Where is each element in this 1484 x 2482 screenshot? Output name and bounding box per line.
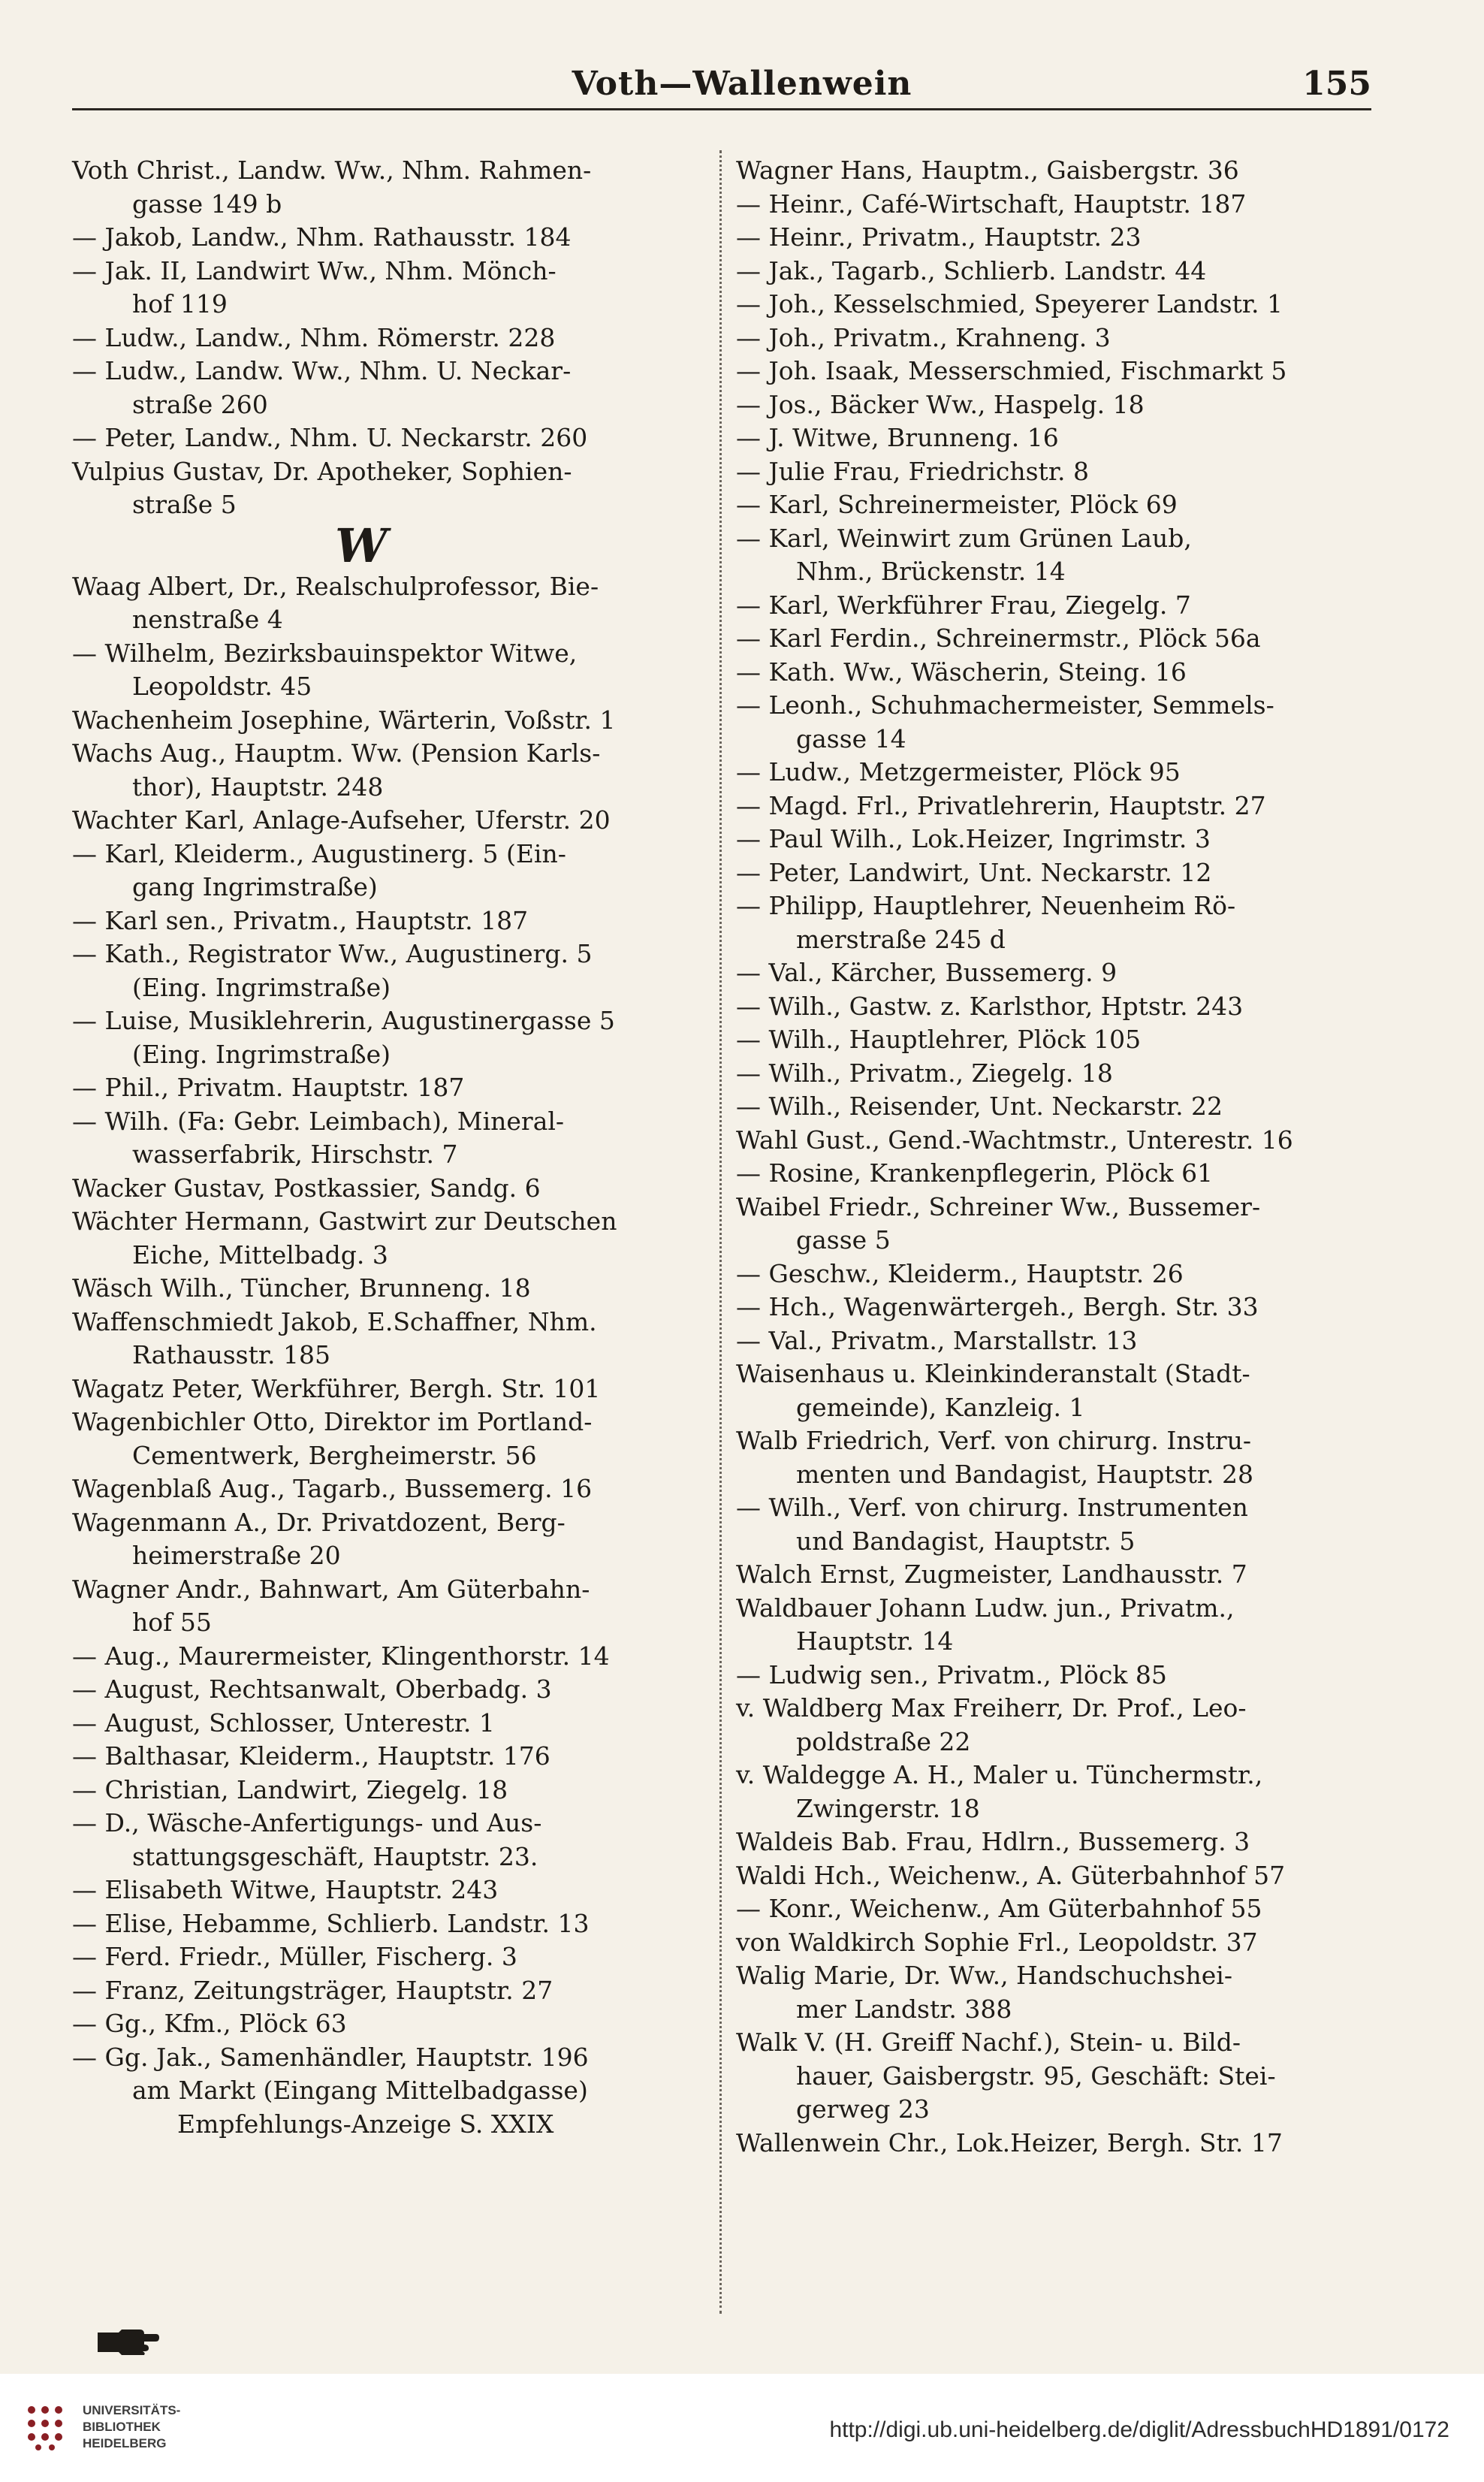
library-name: [83, 2402, 180, 2452]
directory-entry: [72, 1740, 733, 1774]
directory-entry: [736, 288, 1359, 322]
directory-entry: [72, 804, 733, 838]
directory-entry: [736, 823, 1359, 856]
directory-entry: [736, 154, 1359, 188]
directory-entry: [736, 656, 1359, 690]
entry-line: Wacker Gustav, Postkassier, Sandg. 6: [72, 1173, 541, 1203]
entry-continuation: hof 119: [132, 289, 228, 319]
directory-entry: [72, 1774, 733, 1807]
entry-line: Wachter Karl, Anlage-Aufseher, Uferstr. 20: [72, 805, 611, 835]
entry-continuation: straße 260: [132, 389, 268, 419]
directory-entry: [72, 455, 733, 522]
entry-line: Walig Marie, Dr. Ww., Handschuchshei-: [736, 1961, 1232, 1990]
entry-line: — Gg. Jak., Samenhändler, Hauptstr. 196: [72, 2042, 589, 2072]
entry-continuation: gasse 5: [796, 1225, 891, 1255]
directory-entry: [72, 904, 733, 938]
directory-entry: [736, 255, 1359, 288]
directory-entry: [72, 2007, 733, 2041]
entry-line: — Karl sen., Privatm., Hauptstr. 187: [72, 905, 529, 935]
directory-entry: [736, 790, 1359, 823]
directory-entry: [736, 856, 1359, 890]
directory-entry: [736, 1892, 1359, 1926]
directory-entry: [72, 938, 733, 1004]
entry-line: Wagenmann A., Dr. Privatdozent, Berg-: [72, 1507, 566, 1537]
entry-line: — August, Schlosser, Unterestr. 1: [72, 1708, 495, 1738]
directory-entry: [736, 2127, 1359, 2160]
entry-line: Vulpius Gustav, Dr. Apotheker, Sophien-: [72, 456, 572, 486]
entry-continuation: Leopoldstr. 45: [132, 672, 312, 701]
directory-entry: [72, 255, 733, 322]
entry-line: — Karl, Werkführer Frau, Ziegelg. 7: [736, 590, 1191, 620]
directory-entry: [736, 1491, 1359, 1558]
entry-continuation: gemeinde), Kanzleig. 1: [796, 1392, 1085, 1422]
entry-line: — Jak. II, Landwirt Ww., Nhm. Mönch-: [72, 255, 556, 285]
entry-line: von Waldkirch Sophie Frl., Leopoldstr. 37: [736, 1927, 1258, 1957]
entry-line: — Wilh., Hauptlehrer, Plöck 105: [736, 1025, 1142, 1054]
directory-entry: [72, 1372, 733, 1406]
entry-continuation: Nhm., Brückenstr. 14: [796, 557, 1066, 586]
directory-entry: [736, 589, 1359, 623]
entry-line: Waldbauer Johann Ludw. jun., Privatm.,: [736, 1593, 1235, 1623]
directory-entry: [72, 2108, 733, 2142]
entry-line: — Heinr., Café-Wirtschaft, Hauptstr. 187: [736, 189, 1247, 219]
entry-line: — Christian, Landwirt, Ziegelg. 18: [72, 1774, 508, 1804]
entry-line: — Magd. Frl., Privatlehrerin, Hauptstr. 27: [736, 790, 1266, 820]
directory-entry: [736, 1357, 1359, 1424]
directory-entry: [736, 622, 1359, 656]
entry-continuation: Hauptstr. 14: [796, 1626, 954, 1656]
entry-line: Waisenhaus u. Kleinkinderanstalt (Stadt-: [736, 1359, 1250, 1388]
entry-continuation: hof 55: [132, 1608, 212, 1637]
entry-continuation: (Eing. Ingrimstraße): [132, 1039, 391, 1069]
directory-entry: [736, 889, 1359, 956]
library-logo-icon: [23, 2401, 75, 2455]
entry-line: Wachs Aug., Hauptm. Ww. (Pension Karls-: [72, 738, 601, 768]
entry-line: — Karl, Schreinermeister, Plöck 69: [736, 490, 1178, 519]
entry-line: — Phil., Privatm. Hauptstr. 187: [72, 1073, 465, 1102]
directory-entry: [72, 221, 733, 255]
directory-entry: [72, 1306, 733, 1372]
entry-continuation: menten und Bandagist, Hauptstr. 28: [796, 1459, 1253, 1489]
directory-entry: [736, 756, 1359, 790]
footer-bar: [0, 2374, 1484, 2482]
left-column: [72, 154, 733, 2141]
directory-entry: [72, 1506, 733, 1573]
directory-entry: [736, 188, 1359, 222]
directory-entry: [72, 1004, 733, 1071]
directory-entry: [736, 1057, 1359, 1091]
entry-continuation: poldstraße 22: [796, 1726, 971, 1756]
entry-line: Wagner Andr., Bahnwart, Am Güterbahn-: [72, 1574, 590, 1604]
directory-entry: [72, 1640, 733, 1674]
directory-entry: [72, 421, 733, 455]
entry-line: — Jakob, Landw., Nhm. Rathausstr. 184: [72, 222, 572, 252]
entry-line: — Wilh., Privatm., Ziegelg. 18: [736, 1058, 1113, 1088]
entry-line: Wäsch Wilh., Tüncher, Brunneng. 18: [72, 1273, 531, 1303]
entry-continuation: Eiche, Mittelbadg. 3: [132, 1239, 388, 1270]
directory-entry: [736, 488, 1359, 522]
entry-line: — Karl, Weinwirt zum Grünen Laub,: [736, 523, 1192, 553]
entry-continuation: hauer, Gaisbergstr. 95, Geschäft: Stei-: [796, 2061, 1276, 2091]
directory-entry: [72, 1071, 733, 1105]
directory-entry: [72, 1673, 733, 1707]
directory-entry: [72, 1406, 733, 1472]
source-url[interactable]: http://digi.ub.uni-heidelberg.de/diglit/AdressbuchHD1891/0172: [829, 2417, 1449, 2442]
entry-line: — Jos., Bäcker Ww., Haspelg. 18: [736, 389, 1145, 419]
column-divider: [719, 150, 722, 2314]
entry-line: Waldeis Bab. Frau, Hdlrn., Bussemerg. 3: [736, 1827, 1250, 1856]
directory-entry: [736, 221, 1359, 255]
directory-entry: [736, 355, 1359, 388]
directory-entry: [736, 1692, 1359, 1759]
directory-entry: [72, 322, 733, 355]
directory-entry: [736, 1959, 1359, 2026]
entry-line: — Ludwig sen., Privatm., Plöck 85: [736, 1659, 1167, 1689]
entry-line: — Geschw., Kleiderm., Hauptstr. 26: [736, 1258, 1184, 1288]
entry-line: — August, Rechtsanwalt, Oberbadg. 3: [72, 1674, 552, 1704]
entry-line: Wallenwein Chr., Lok.Heizer, Bergh. Str. 17: [736, 2127, 1283, 2157]
entry-line: — Paul Wilh., Lok.Heizer, Ingrimstr. 3: [736, 824, 1211, 853]
directory-entry: [736, 990, 1359, 1024]
entry-line: — Julie Frau, Friedrichstr. 8: [736, 456, 1089, 486]
directory-entry: [736, 1659, 1359, 1692]
entry-line: — Peter, Landwirt, Unt. Neckarstr. 12: [736, 857, 1212, 887]
entry-line: — Joh. Isaak, Messerschmied, Fischmarkt 5: [736, 356, 1287, 385]
directory-entry: [736, 1558, 1359, 1592]
entry-line: — Wilh., Reisender, Unt. Neckarstr. 22: [736, 1092, 1223, 1121]
entry-continuation: mer Landstr. 388: [796, 1994, 1012, 2024]
directory-entry: [72, 570, 733, 637]
entry-line: Waldi Hch., Weichenw., A. Güterbahnhof 57: [736, 1860, 1286, 1890]
entry-line: Wahl Gust., Gend.-Wachtmstr., Unterestr. 16: [736, 1125, 1293, 1155]
entry-line: — Val., Kärcher, Bussemerg. 9: [736, 958, 1118, 987]
entry-continuation: gasse 149 b: [132, 189, 282, 219]
entry-line: — Heinr., Privatm., Hauptstr. 23: [736, 222, 1142, 252]
page-number: 155: [1302, 65, 1371, 103]
library-name-line: HEIDELBERG: [83, 2436, 167, 2450]
entry-line: — Kath. Ww., Wäscherin, Steing. 16: [736, 657, 1187, 687]
entry-continuation: (Eing. Ingrimstraße): [132, 972, 391, 1002]
directory-entry: [736, 1759, 1359, 1825]
directory-entry: [72, 1974, 733, 2008]
entry-line: — Leonh., Schuhmachermeister, Semmels-: [736, 690, 1274, 720]
directory-entry: [736, 322, 1359, 355]
directory-entry: [72, 1807, 733, 1874]
entry-line: — Kath., Registrator Ww., Augustinerg. 5: [72, 939, 593, 968]
entry-line: — Balthasar, Kleiderm., Hauptstr. 176: [72, 1741, 550, 1771]
entry-line: — Gg., Kfm., Plöck 63: [72, 2009, 347, 2038]
entry-line: — Elise, Hebamme, Schlierb. Landstr. 13: [72, 1908, 590, 1938]
entry-line: — Philipp, Hauptlehrer, Neuenheim Rö-: [736, 891, 1236, 920]
entry-line: Waffenschmiedt Jakob, E.Schaffner, Nhm.: [72, 1306, 597, 1336]
entry-line: Wagatz Peter, Werkführer, Bergh. Str. 101: [72, 1373, 601, 1403]
directory-entry: [736, 689, 1359, 756]
library-name-line: UNIVERSITÄTS-: [83, 2403, 181, 2417]
directory-entry: [72, 1573, 733, 1640]
directory-entry: [736, 1825, 1359, 1859]
directory-entry: [72, 1105, 733, 1172]
entry-line: Walk V. (H. Greiff Nachf.), Stein- u. Bild-: [736, 2028, 1241, 2057]
directory-entry: [72, 1940, 733, 1974]
entry-line: — Val., Privatm., Marstallstr. 13: [736, 1325, 1138, 1355]
directory-entry: [736, 421, 1359, 455]
directory-entry: [72, 1707, 733, 1741]
directory-entry: [72, 1472, 733, 1506]
entry-continuation: straße 5: [132, 490, 237, 519]
directory-entry: [72, 838, 733, 904]
entry-continuation: merstraße 245 d: [796, 924, 1006, 954]
directory-entry: [72, 1172, 733, 1206]
directory-entry: [736, 455, 1359, 489]
directory-entry: [736, 1124, 1359, 1158]
directory-entry: [736, 1926, 1359, 1960]
entry-line: — Ludw., Landw. Ww., Nhm. U. Neckar-: [72, 356, 572, 385]
directory-entry: [72, 2041, 733, 2108]
directory-entry: [72, 1874, 733, 1907]
entry-continuation: thor), Hauptstr. 248: [132, 771, 384, 802]
entry-line: — Joh., Privatm., Krahneng. 3: [736, 322, 1111, 352]
entry-continuation: Zwingerstr. 18: [796, 1793, 980, 1823]
directory-entry: [736, 1157, 1359, 1191]
directory-entry: [72, 704, 733, 738]
pointing-hand-icon: [96, 2326, 159, 2357]
section-letter: W: [335, 518, 388, 573]
page-header: [0, 59, 1484, 119]
directory-entry: [736, 1023, 1359, 1057]
entry-line: — J. Witwe, Brunneng. 16: [736, 423, 1059, 452]
entry-line: Wagner Hans, Hauptm., Gaisbergstr. 36: [736, 156, 1239, 185]
entry-line: Wächter Hermann, Gastwirt zur Deutschen: [72, 1206, 617, 1236]
entry-line: — Karl, Kleiderm., Augustinerg. 5 (Ein-: [72, 838, 566, 868]
entry-line: — Franz, Zeitungsträger, Hauptstr. 27: [72, 1975, 553, 2005]
entry-line: Wagenbichler Otto, Direktor im Portland-: [72, 1407, 593, 1436]
entry-line: Wagenblaß Aug., Tagarb., Bussemerg. 16: [72, 1474, 593, 1503]
entry-line: — Aug., Maurermeister, Klingenthorstr. 14: [72, 1641, 610, 1671]
directory-entry: [736, 1424, 1359, 1491]
running-title: Voth—Wallenwein: [572, 65, 912, 103]
entry-line: Empfehlungs-Anzeige S. XXIX: [177, 2109, 554, 2139]
directory-entry: [736, 956, 1359, 990]
entry-line: — Karl Ferdin., Schreinermstr., Plöck 56a: [736, 624, 1261, 653]
entry-line: Voth Christ., Landw. Ww., Nhm. Rahmen-: [72, 156, 592, 185]
directory-entry: [736, 2026, 1359, 2127]
entry-line: — D., Wäsche-Anfertigungs- und Aus-: [72, 1808, 542, 1837]
entry-continuation: wasserfabrik, Hirschstr. 7: [132, 1140, 458, 1169]
entry-line: — Wilh., Gastw. z. Karlsthor, Hptstr. 243: [736, 991, 1244, 1021]
entry-continuation: Cementwerk, Bergheimerstr. 56: [132, 1440, 537, 1470]
library-name-line: BIBLIOTHEK: [83, 2420, 161, 2434]
entry-continuation: heimerstraße 20: [132, 1541, 341, 1570]
header-rule: [72, 108, 1371, 110]
entry-line: — Ferd. Friedr., Müller, Fischerg. 3: [72, 1942, 517, 1971]
directory-entry: [736, 1090, 1359, 1124]
entry-line: — Wilh. (Fa: Gebr. Leimbach), Mineral-: [72, 1106, 565, 1136]
directory-entry: [72, 1205, 733, 1272]
entry-line: Walb Friedrich, Verf. von chirurg. Instru-: [736, 1426, 1252, 1455]
entry-line: — Joh., Kesselschmied, Speyerer Landstr. 1: [736, 289, 1283, 319]
directory-entry: [736, 1258, 1359, 1291]
entry-continuation: nenstraße 4: [132, 605, 283, 634]
entry-line: v. Waldberg Max Freiherr, Dr. Prof., Leo-: [736, 1693, 1247, 1723]
entry-continuation: am Markt (Eingang Mittelbadgasse): [132, 2076, 588, 2105]
entry-line: — Rosine, Krankenpflegerin, Plöck 61: [736, 1158, 1214, 1188]
directory-entry: [72, 1907, 733, 1941]
entry-line: — Luise, Musiklehrerin, Augustinergasse 5: [72, 1006, 615, 1035]
directory-entry: [72, 637, 733, 704]
entry-line: — Ludw., Metzgermeister, Plöck 95: [736, 757, 1181, 787]
entry-continuation: gang Ingrimstraße): [132, 872, 378, 901]
entry-line: Waag Albert, Dr., Realschulprofessor, Bie-: [72, 571, 599, 601]
directory-entry: [736, 1859, 1359, 1893]
entry-line: — Wilh., Verf. von chirurg. Instrumenten: [736, 1493, 1248, 1522]
directory-entry: [736, 1324, 1359, 1358]
entry-line: — Konr., Weichenw., Am Güterbahnhof 55: [736, 1894, 1262, 1923]
entry-continuation: gasse 14: [796, 723, 906, 753]
entry-line: — Elisabeth Witwe, Hauptstr. 243: [72, 1875, 499, 1904]
entry-line: — Ludw., Landw., Nhm. Römerstr. 228: [72, 322, 556, 352]
right-column: [736, 154, 1359, 2160]
directory-entry: [72, 1272, 733, 1306]
entry-line: Waibel Friedr., Schreiner Ww., Bussemer-: [736, 1191, 1261, 1221]
entry-line: — Hch., Wagenwärtergeh., Bergh. Str. 33: [736, 1292, 1259, 1321]
directory-entry: [736, 1191, 1359, 1258]
directory-entry: [736, 522, 1359, 589]
entry-line: v. Waldegge A. H., Maler u. Tünchermstr.,: [736, 1760, 1263, 1789]
directory-entry: [736, 388, 1359, 422]
directory-entry: [736, 1592, 1359, 1659]
entry-line: Wachenheim Josephine, Wärterin, Voßstr. 1: [72, 705, 616, 735]
entry-continuation: Rathausstr. 185: [132, 1340, 330, 1369]
directory-entry: [72, 355, 733, 421]
entry-continuation: stattungsgeschäft, Hauptstr. 23.: [132, 1841, 538, 1871]
directory-entry: [72, 737, 733, 804]
entry-line: Walch Ernst, Zugmeister, Landhausstr. 7: [736, 1560, 1247, 1589]
entry-continuation: gerweg 23: [796, 2094, 930, 2124]
entry-line: — Wilhelm, Bezirksbauinspektor Witwe,: [72, 638, 578, 668]
entry-continuation: und Bandagist, Hauptstr. 5: [796, 1526, 1136, 1556]
entry-line: — Peter, Landw., Nhm. U. Neckarstr. 260: [72, 423, 588, 452]
directory-entry: [72, 154, 733, 221]
directory-entry: [736, 1291, 1359, 1324]
entry-line: — Jak., Tagarb., Schlierb. Landstr. 44: [736, 255, 1207, 285]
